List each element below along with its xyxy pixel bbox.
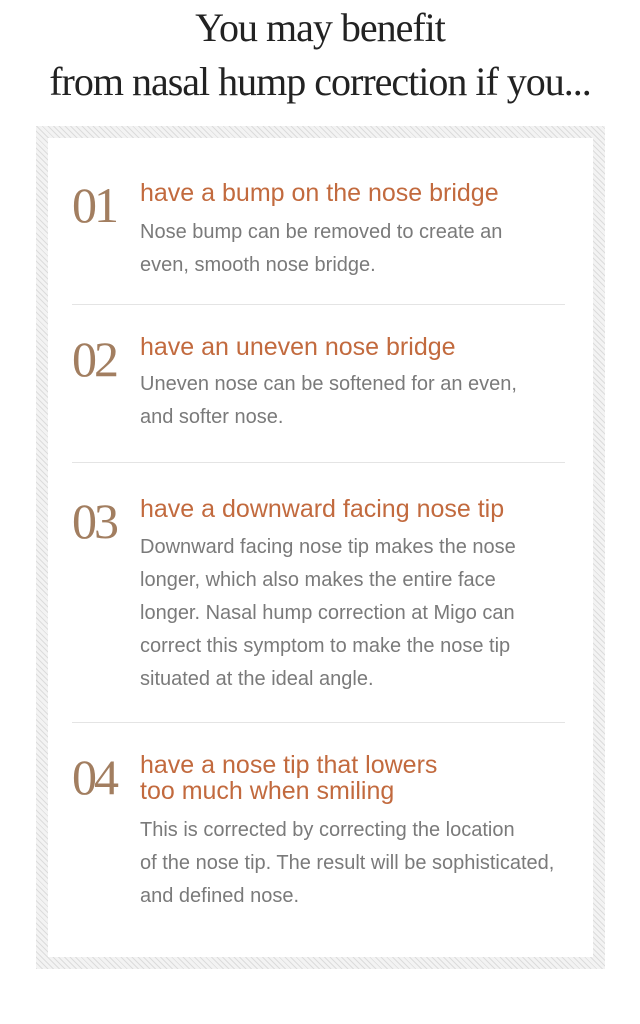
benefit-title: [140, 752, 437, 804]
benefit-description: [140, 368, 570, 434]
benefit-description-line: Nose bump can be removed to create an: [140, 221, 503, 243]
benefit-description-line: This is corrected by correcting the location: [140, 819, 515, 841]
benefit-title: [140, 334, 456, 360]
item-divider: [72, 462, 565, 463]
benefit-description-line: Uneven nose can be softened for an even,: [140, 373, 517, 395]
benefit-description-line: situated at the ideal angle.: [140, 668, 374, 690]
item-divider: [72, 304, 565, 305]
benefit-description-line: of the nose tip. The result will be sophisticated,: [140, 852, 555, 874]
page-heading-line-1: You may benefit: [195, 5, 445, 50]
benefit-number: 01: [72, 177, 116, 233]
benefits-panel-frame: [36, 126, 605, 969]
benefit-description-line: and defined nose.: [140, 885, 300, 907]
benefit-description: [140, 216, 570, 282]
benefit-description: [140, 814, 570, 913]
benefit-description-line: longer, which also makes the entire face: [140, 569, 496, 591]
benefit-description-line: and softer nose.: [140, 406, 284, 428]
benefit-description-line: even, smooth nose bridge.: [140, 254, 376, 276]
benefit-title-line: too much when smiling: [140, 777, 395, 805]
benefit-description-line: correct this symptom to make the nose tip: [140, 635, 511, 657]
benefit-title-line: have a bump on the nose bridge: [140, 179, 499, 207]
page-heading-line-2: from nasal hump correction if you...: [49, 59, 591, 104]
benefit-description: [140, 531, 570, 696]
benefit-description-line: Downward facing nose tip makes the nose: [140, 536, 516, 558]
benefit-title-line: have an uneven nose bridge: [140, 333, 456, 361]
benefit-title-line: have a nose tip that lowers: [140, 751, 438, 779]
benefit-description-line: longer. Nasal hump correction at Migo can: [140, 602, 515, 624]
benefit-number: 04: [72, 749, 116, 805]
benefit-number: 03: [72, 493, 116, 549]
benefit-title-line: have a downward facing nose tip: [140, 495, 505, 523]
benefit-number: 02: [72, 331, 116, 387]
benefit-title: [140, 180, 499, 206]
benefit-title: [140, 496, 504, 522]
item-divider: [72, 722, 565, 723]
